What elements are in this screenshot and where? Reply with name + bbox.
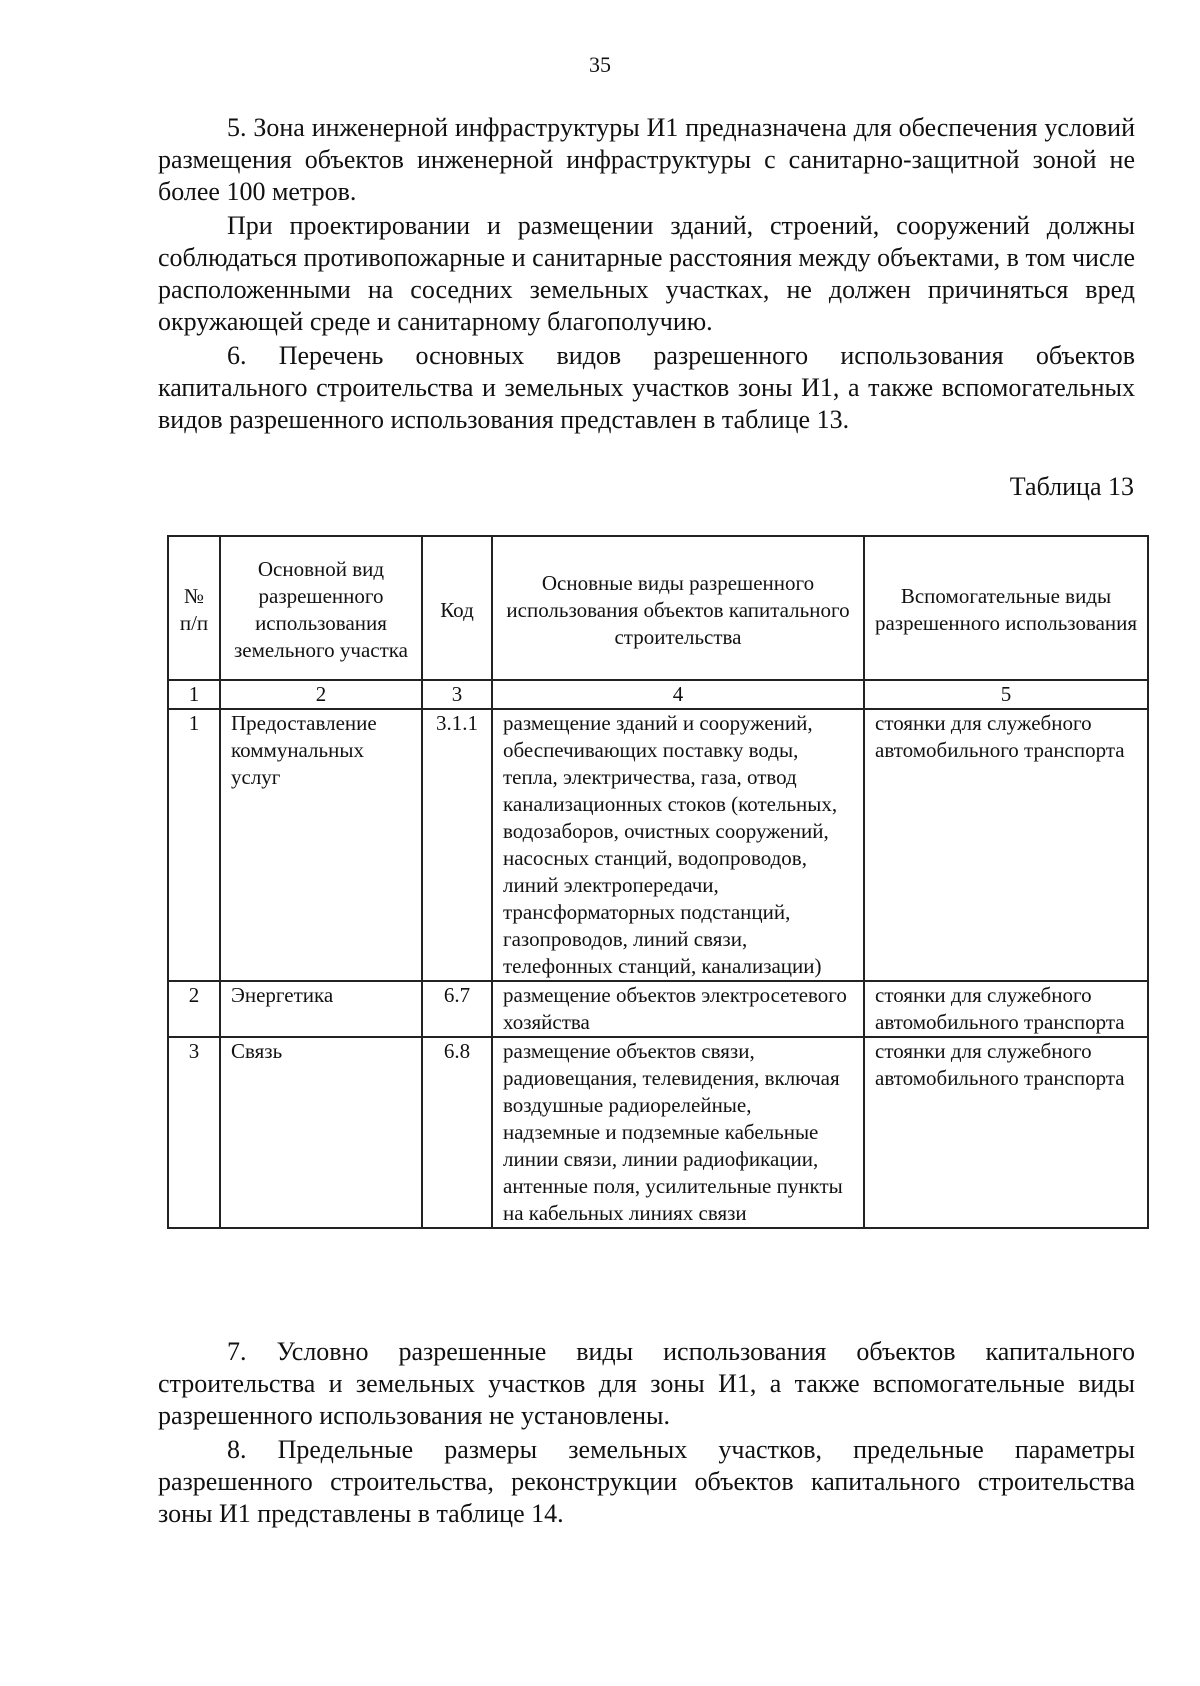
- table-row: [168, 1037, 1148, 1228]
- row-type: Связь: [220, 1037, 422, 1228]
- row-number: 1: [168, 709, 220, 981]
- header-code: Код: [422, 536, 492, 680]
- table-caption: Таблица 13: [1009, 472, 1134, 501]
- table-row: [168, 709, 1148, 981]
- paragraph-fire-safety: При проектировании и размещении зданий, строений, сооружений должны соблюдаться противопожарные и санитарные расстояния между объектами, в том числе расположенными на соседних земельных участках, не должен причиняться вред окружающей среде и санитарному благополучию.: [158, 211, 1135, 336]
- header-number: № п/п: [168, 536, 220, 680]
- row-code: 6.8: [422, 1037, 492, 1228]
- row-main-uses: размещение зданий и сооружений, обеспечивающих поставку воды, тепла, электричества, газа, отвод канализационных стоков (котельных, водозаборов, очистных сооружений, насосных станций, водопроводов, линий электропередачи, трансформаторных подстанций, газопроводов, линий связи, телефонных станций, канализации): [492, 709, 864, 981]
- column-number: 5: [864, 680, 1148, 709]
- row-type: Предоставление коммунальных услуг: [220, 709, 422, 981]
- closing-text-block: [158, 1336, 1135, 1530]
- paragraph-8: 8. Предельные размеры земельных участков, предельные параметры разрешенного строительства, реконструкции объектов капитального строительства зоны И1 представлены в таблице 14.: [158, 1435, 1135, 1528]
- paragraph-5: 5. Зона инженерной инфраструктуры И1 предназначена для обеспечения условий размещения объектов инженерной инфраструктуры с санитарно-защитной зоной не более 100 метров.: [158, 113, 1135, 206]
- header-main-uses: Основные виды разрешенного использования объектов капитального строительства: [492, 536, 864, 680]
- column-number: 2: [220, 680, 422, 709]
- column-number: 3: [422, 680, 492, 709]
- column-number: 1: [168, 680, 220, 709]
- row-number: 2: [168, 981, 220, 1037]
- header-auxiliary: Вспомогательные виды разрешенного использования: [864, 536, 1148, 680]
- table-header-row: [168, 536, 1148, 680]
- row-auxiliary: стоянки для служебного автомобильного транспорта: [864, 709, 1148, 981]
- row-type: Энергетика: [220, 981, 422, 1037]
- row-main-uses: размещение объектов электросетевого хозяйства: [492, 981, 864, 1037]
- row-code: 3.1.1: [422, 709, 492, 981]
- row-number: 3: [168, 1037, 220, 1228]
- paragraph-6: 6. Перечень основных видов разрешенного использования объектов капитального строительства и земельных участков зоны И1, а также вспомогательных видов разрешенного использования представлен в таблице 13.: [158, 341, 1135, 434]
- column-number: 4: [492, 680, 864, 709]
- land-use-table: [167, 535, 1149, 1229]
- table-row: [168, 981, 1148, 1037]
- paragraph-7: 7. Условно разрешенные виды использования объектов капитального строительства и земельных участков для зоны И1, а также вспомогательные виды разрешенного использования не установлены.: [158, 1337, 1135, 1430]
- page-number: 35: [589, 52, 611, 77]
- column-number-row: [168, 680, 1148, 709]
- row-code: 6.7: [422, 981, 492, 1037]
- row-auxiliary: стоянки для служебного автомобильного транспорта: [864, 981, 1148, 1037]
- header-main-type: Основной вид разрешенного использования земельного участка: [220, 536, 422, 680]
- row-main-uses: размещение объектов связи, радиовещания, телевидения, включая воздушные радиорелейные, надземные и подземные кабельные линии связи, линии радиофикации, антенные поля, усилительные пункты на кабельных линиях связи: [492, 1037, 864, 1228]
- intro-text-block: [158, 112, 1135, 436]
- row-auxiliary: стоянки для служебного автомобильного транспорта: [864, 1037, 1148, 1228]
